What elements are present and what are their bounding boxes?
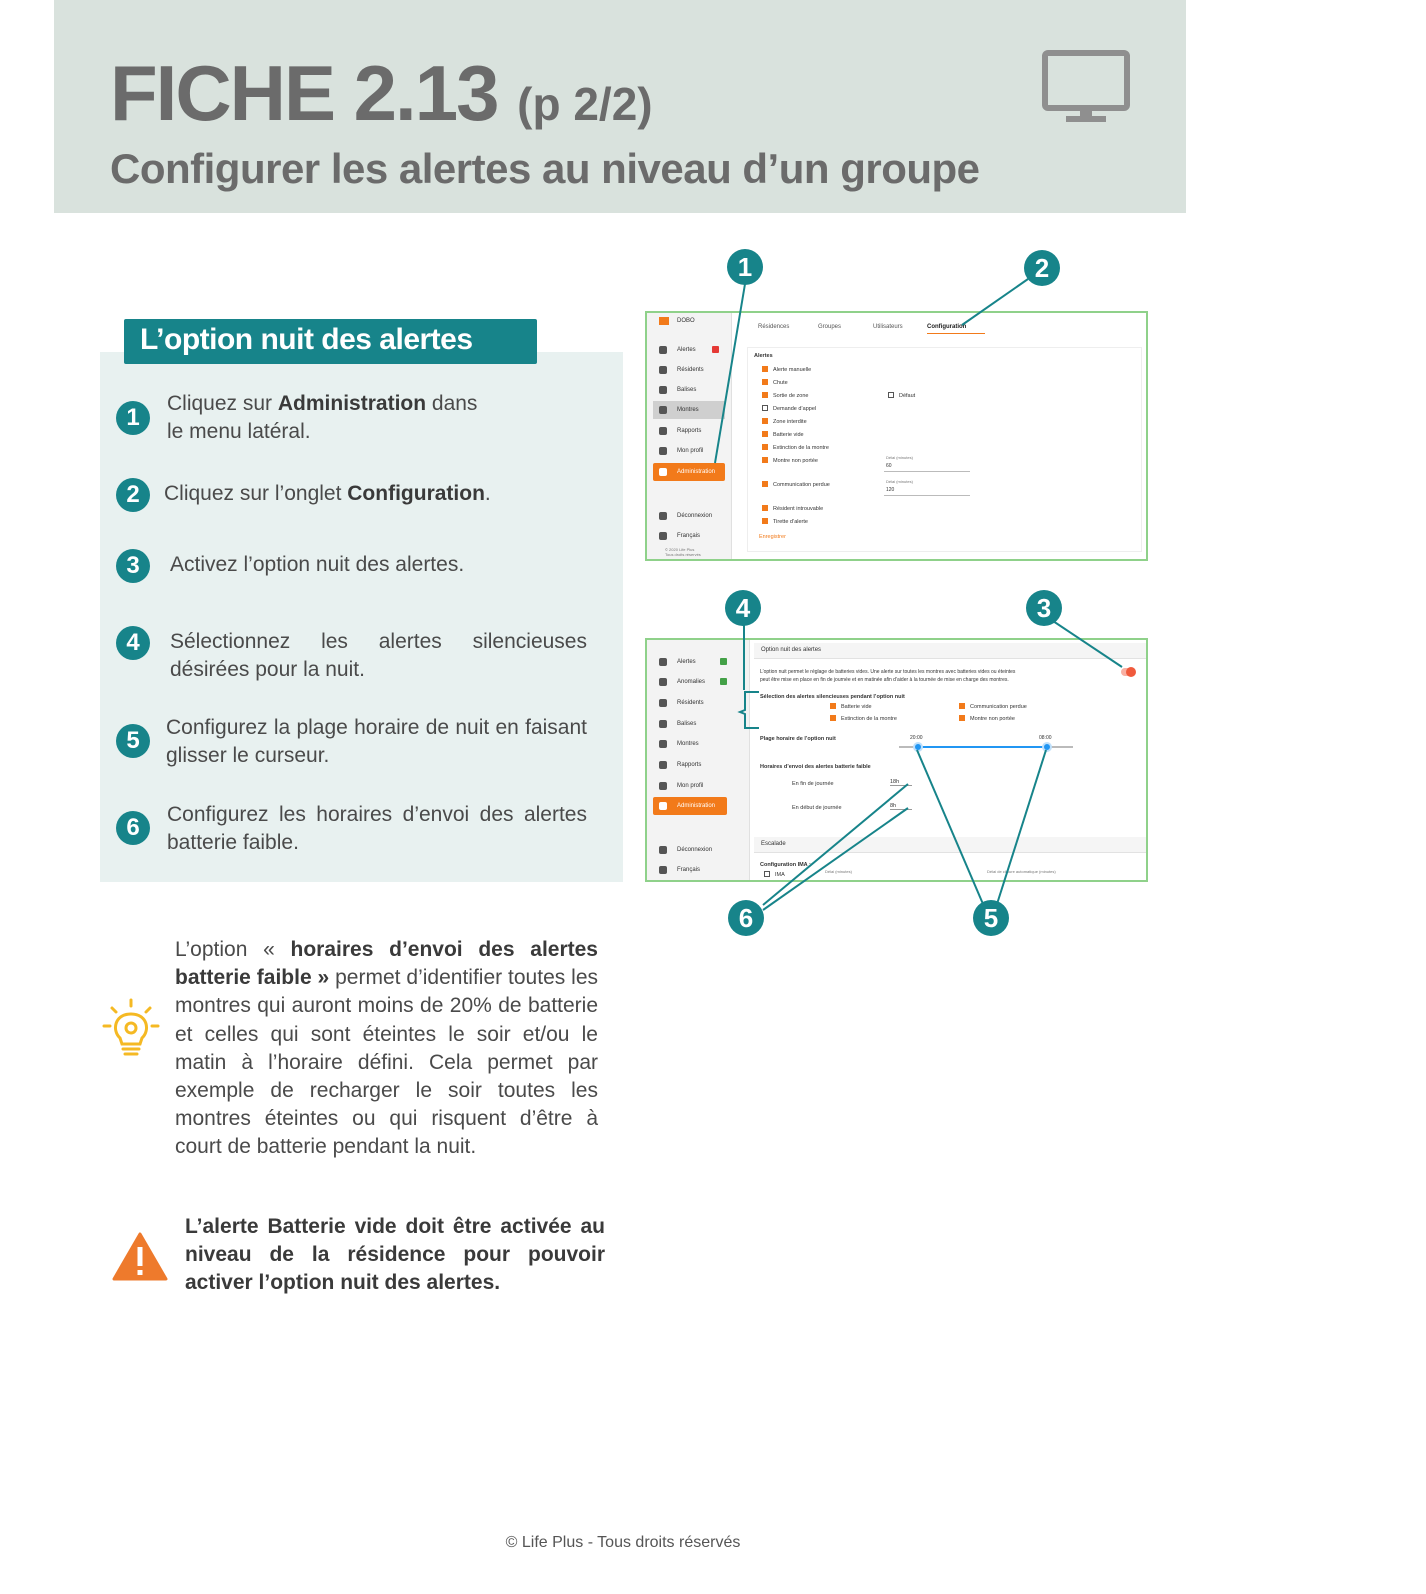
step-3 — [116, 551, 596, 587]
sidebar-item-anomalies[interactable]: Anomalies — [653, 673, 733, 691]
alert-row[interactable]: Chute — [762, 379, 788, 386]
silent-alert-checkbox[interactable]: Extinction de la montre — [830, 715, 897, 722]
page-subtitle: Configurer les alertes au niveau d’un groupe — [110, 145, 980, 192]
alert-row[interactable]: Extinction de la montre — [762, 444, 829, 451]
slider-end-handle[interactable] — [1042, 742, 1052, 752]
step-text: Configurez les horaires d’envoi des alertes batterie faible. — [167, 803, 587, 854]
sidebar-item-alertes[interactable]: Alertes — [653, 341, 725, 359]
tip-text: L’option « horaires d’envoi des alertes batterie faible » permet d’identifier toutes les montres qui auront moins de 20% de batterie et celles qui sont éteintes le soir et/ou le matin à l’horaire défini. Cela permet par exemple de recharger le soir toutes les montres éteintes ou qui risquent d’être à court de batterie pendant la nuit. — [175, 938, 598, 1159]
night-option-toggle[interactable] — [1121, 668, 1135, 676]
lightbulb-icon — [102, 998, 160, 1062]
callout-3: 3 — [1026, 590, 1062, 626]
alert-row[interactable]: Batterie vide — [762, 431, 804, 438]
user-icon — [659, 782, 667, 790]
warning-icon — [112, 1232, 168, 1282]
alert-row[interactable]: Montre non portée — [762, 457, 818, 464]
language-icon — [659, 532, 667, 540]
sidebar — [647, 313, 732, 559]
step-text: Cliquez sur Administration dans le menu latéral. — [167, 392, 478, 443]
alert-badge — [712, 346, 719, 353]
header-banner — [54, 0, 1186, 213]
pin-icon — [659, 720, 667, 728]
delay-label: Délai (minutes) — [886, 479, 913, 484]
delay-input[interactable]: 120 — [886, 487, 895, 493]
field-underline — [884, 495, 970, 496]
alert-row[interactable]: Résident introuvable — [762, 505, 823, 512]
silent-alerts-heading: Sélection des alertes silencieuses pendant l’option nuit — [760, 694, 905, 700]
sidebar-item-deconnexion[interactable]: Déconnexion — [653, 507, 725, 525]
page-indicator: (p 2/2) — [517, 78, 653, 130]
callout-1: 1 — [727, 249, 763, 285]
alert-row[interactable]: Tirette d’alerte — [762, 518, 808, 525]
sidebar-item-montres[interactable]: Montres — [653, 401, 725, 419]
sidebar-item-rapports[interactable]: Rapports — [653, 756, 733, 774]
logout-icon — [659, 512, 667, 520]
step-6 — [116, 801, 596, 861]
tab-residences[interactable]: Résidences — [758, 324, 790, 330]
range-heading: Plage horaire de l’option nuit — [760, 736, 836, 742]
escalade-header: Escalade — [754, 837, 1148, 853]
slider-start-handle[interactable] — [913, 742, 923, 752]
step-text: Sélectionnez les alertes silencieuses désirées pour la nuit. — [170, 630, 587, 681]
report-icon — [659, 761, 667, 769]
anomaly-badge — [720, 678, 727, 685]
step-4 — [116, 628, 596, 688]
watch-icon — [659, 406, 667, 414]
range-start-label: 20:00 — [910, 735, 923, 741]
alert-icon — [659, 658, 667, 666]
step-number: 5 — [116, 724, 150, 758]
callout-2: 2 — [1024, 250, 1060, 286]
warning-text: L’alerte Batterie vide doit être activée au niveau de la résidence pour pouvoir activer l’option nuit des alertes. — [185, 1215, 605, 1294]
tab-utilisateurs[interactable]: Utilisateurs — [873, 324, 903, 330]
battery-heading: Horaires d’envoi des alertes batterie faible — [760, 764, 871, 770]
step-1 — [116, 393, 596, 453]
end-of-day-label: En fin de journée — [792, 781, 834, 787]
sidebar-item-rapports[interactable]: Rapports — [653, 422, 725, 440]
step-number: 3 — [116, 549, 150, 583]
sidebar-item-residents[interactable]: Résidents — [653, 361, 725, 379]
delay-label: Délai (minutes) — [825, 869, 852, 874]
delay-label: Délai (minutes) — [886, 455, 913, 460]
report-icon — [659, 427, 667, 435]
silent-alert-checkbox[interactable]: Batterie vide — [830, 703, 872, 710]
warning-circle-icon — [659, 678, 667, 686]
gear-icon — [659, 802, 667, 810]
sidebar-item-residents[interactable]: Résidents — [653, 694, 733, 712]
auto-close-label: Délai de clôture automatique (minutes) — [987, 869, 1056, 874]
silent-alert-checkbox[interactable]: Montre non portée — [959, 715, 1015, 722]
alert-badge — [720, 658, 727, 665]
description: peut être mise en place en fin de journée et en matinée afin d’aider à la tournée de mise en charge des montres. — [760, 677, 1009, 683]
alert-row[interactable]: Sortie de zone — [762, 392, 808, 399]
sidebar-item-deconnexion[interactable]: Déconnexion — [653, 841, 733, 859]
users-icon — [659, 366, 667, 374]
save-button[interactable]: Enregistrer — [759, 534, 786, 540]
delay-input[interactable]: 60 — [886, 463, 892, 469]
logo-text: DOBO — [677, 318, 695, 324]
ima-heading: Configuration IMA : — [760, 862, 811, 868]
tab-configuration[interactable]: Configuration — [927, 324, 985, 334]
screenshot-configuration — [645, 311, 1148, 561]
range-end-label: 08:00 — [1039, 735, 1052, 741]
sidebar-item-balises[interactable]: Balises — [653, 715, 733, 733]
sidebar-item-alertes[interactable]: Alertes — [653, 653, 733, 671]
user-icon — [659, 447, 667, 455]
field-underline — [884, 471, 970, 472]
sidebar-item-profil[interactable]: Mon profil — [653, 777, 733, 795]
step-number: 1 — [116, 401, 150, 435]
sidebar-item-administration[interactable]: Administration — [653, 797, 727, 815]
alert-row[interactable]: Demande d’appel — [762, 405, 816, 412]
pin-icon — [659, 386, 667, 394]
users-icon — [659, 699, 667, 707]
silent-alert-checkbox[interactable]: Communication perdue — [959, 703, 1027, 710]
ima-checkbox[interactable]: IMA — [764, 871, 785, 878]
sidebar — [647, 640, 750, 880]
alert-row[interactable]: Zone interdite — [762, 418, 807, 425]
monitor-icon — [1042, 50, 1132, 126]
alert-row[interactable]: Communication perdue — [762, 481, 830, 488]
section-title: L’option nuit des alertes — [124, 319, 537, 364]
step-number: 2 — [116, 478, 150, 512]
step-number: 6 — [116, 811, 150, 845]
footer-copyright: © Life Plus - Tous droits réservés — [505, 1534, 741, 1551]
language-select[interactable]: Français — [653, 861, 733, 879]
callout-5: 5 — [973, 900, 1009, 936]
step-5 — [116, 714, 596, 774]
end-of-day-select[interactable]: 18h — [890, 779, 912, 786]
language-icon — [659, 866, 667, 874]
callout-4: 4 — [725, 590, 761, 626]
copyright: © 2020 Life Plus Tous droits réservés — [665, 547, 701, 557]
callout-6: 6 — [728, 900, 764, 936]
alert-icon — [659, 346, 667, 354]
sidebar-item-profil[interactable]: Mon profil — [653, 442, 725, 460]
start-of-day-label: En début de journée — [792, 805, 842, 811]
alerts-heading: Alertes — [754, 353, 773, 359]
screenshot-night-option — [645, 638, 1148, 882]
slider-range — [918, 746, 1047, 748]
logout-icon — [659, 846, 667, 854]
step-text: Activez l’option nuit des alertes. — [170, 553, 465, 576]
sidebar-item-montres[interactable]: Montres — [653, 735, 733, 753]
sidebar-item-balises[interactable]: Balises — [653, 381, 725, 399]
page-title: FICHE 2.13 (p 2/2) — [110, 49, 653, 137]
step-text: Configurez la plage horaire de nuit en faisant glisser le curseur. — [166, 716, 587, 767]
tab-groupes[interactable]: Groupes — [818, 324, 842, 330]
sidebar-item-administration[interactable]: Administration — [653, 463, 725, 481]
watch-icon — [659, 740, 667, 748]
gear-icon — [659, 468, 667, 476]
alert-row[interactable]: Alerte manuelle — [762, 366, 811, 373]
alerts-config — [747, 347, 1142, 552]
step-number: 4 — [116, 626, 150, 660]
step-text: Cliquez sur l’onglet Configuration. — [164, 482, 491, 505]
description: L’option nuit permet le réglage de batteries vides. Une alerte sur toutes les montres avec batteries vides ou éteintes — [760, 669, 1016, 675]
language-select[interactable]: Français — [653, 527, 725, 545]
logo-icon — [659, 317, 669, 325]
start-of-day-select[interactable]: 8h — [890, 803, 912, 810]
night-option-header: Option nuit des alertes — [754, 643, 1148, 659]
default-checkbox[interactable]: Défaut — [888, 392, 915, 399]
step-2 — [116, 480, 596, 516]
